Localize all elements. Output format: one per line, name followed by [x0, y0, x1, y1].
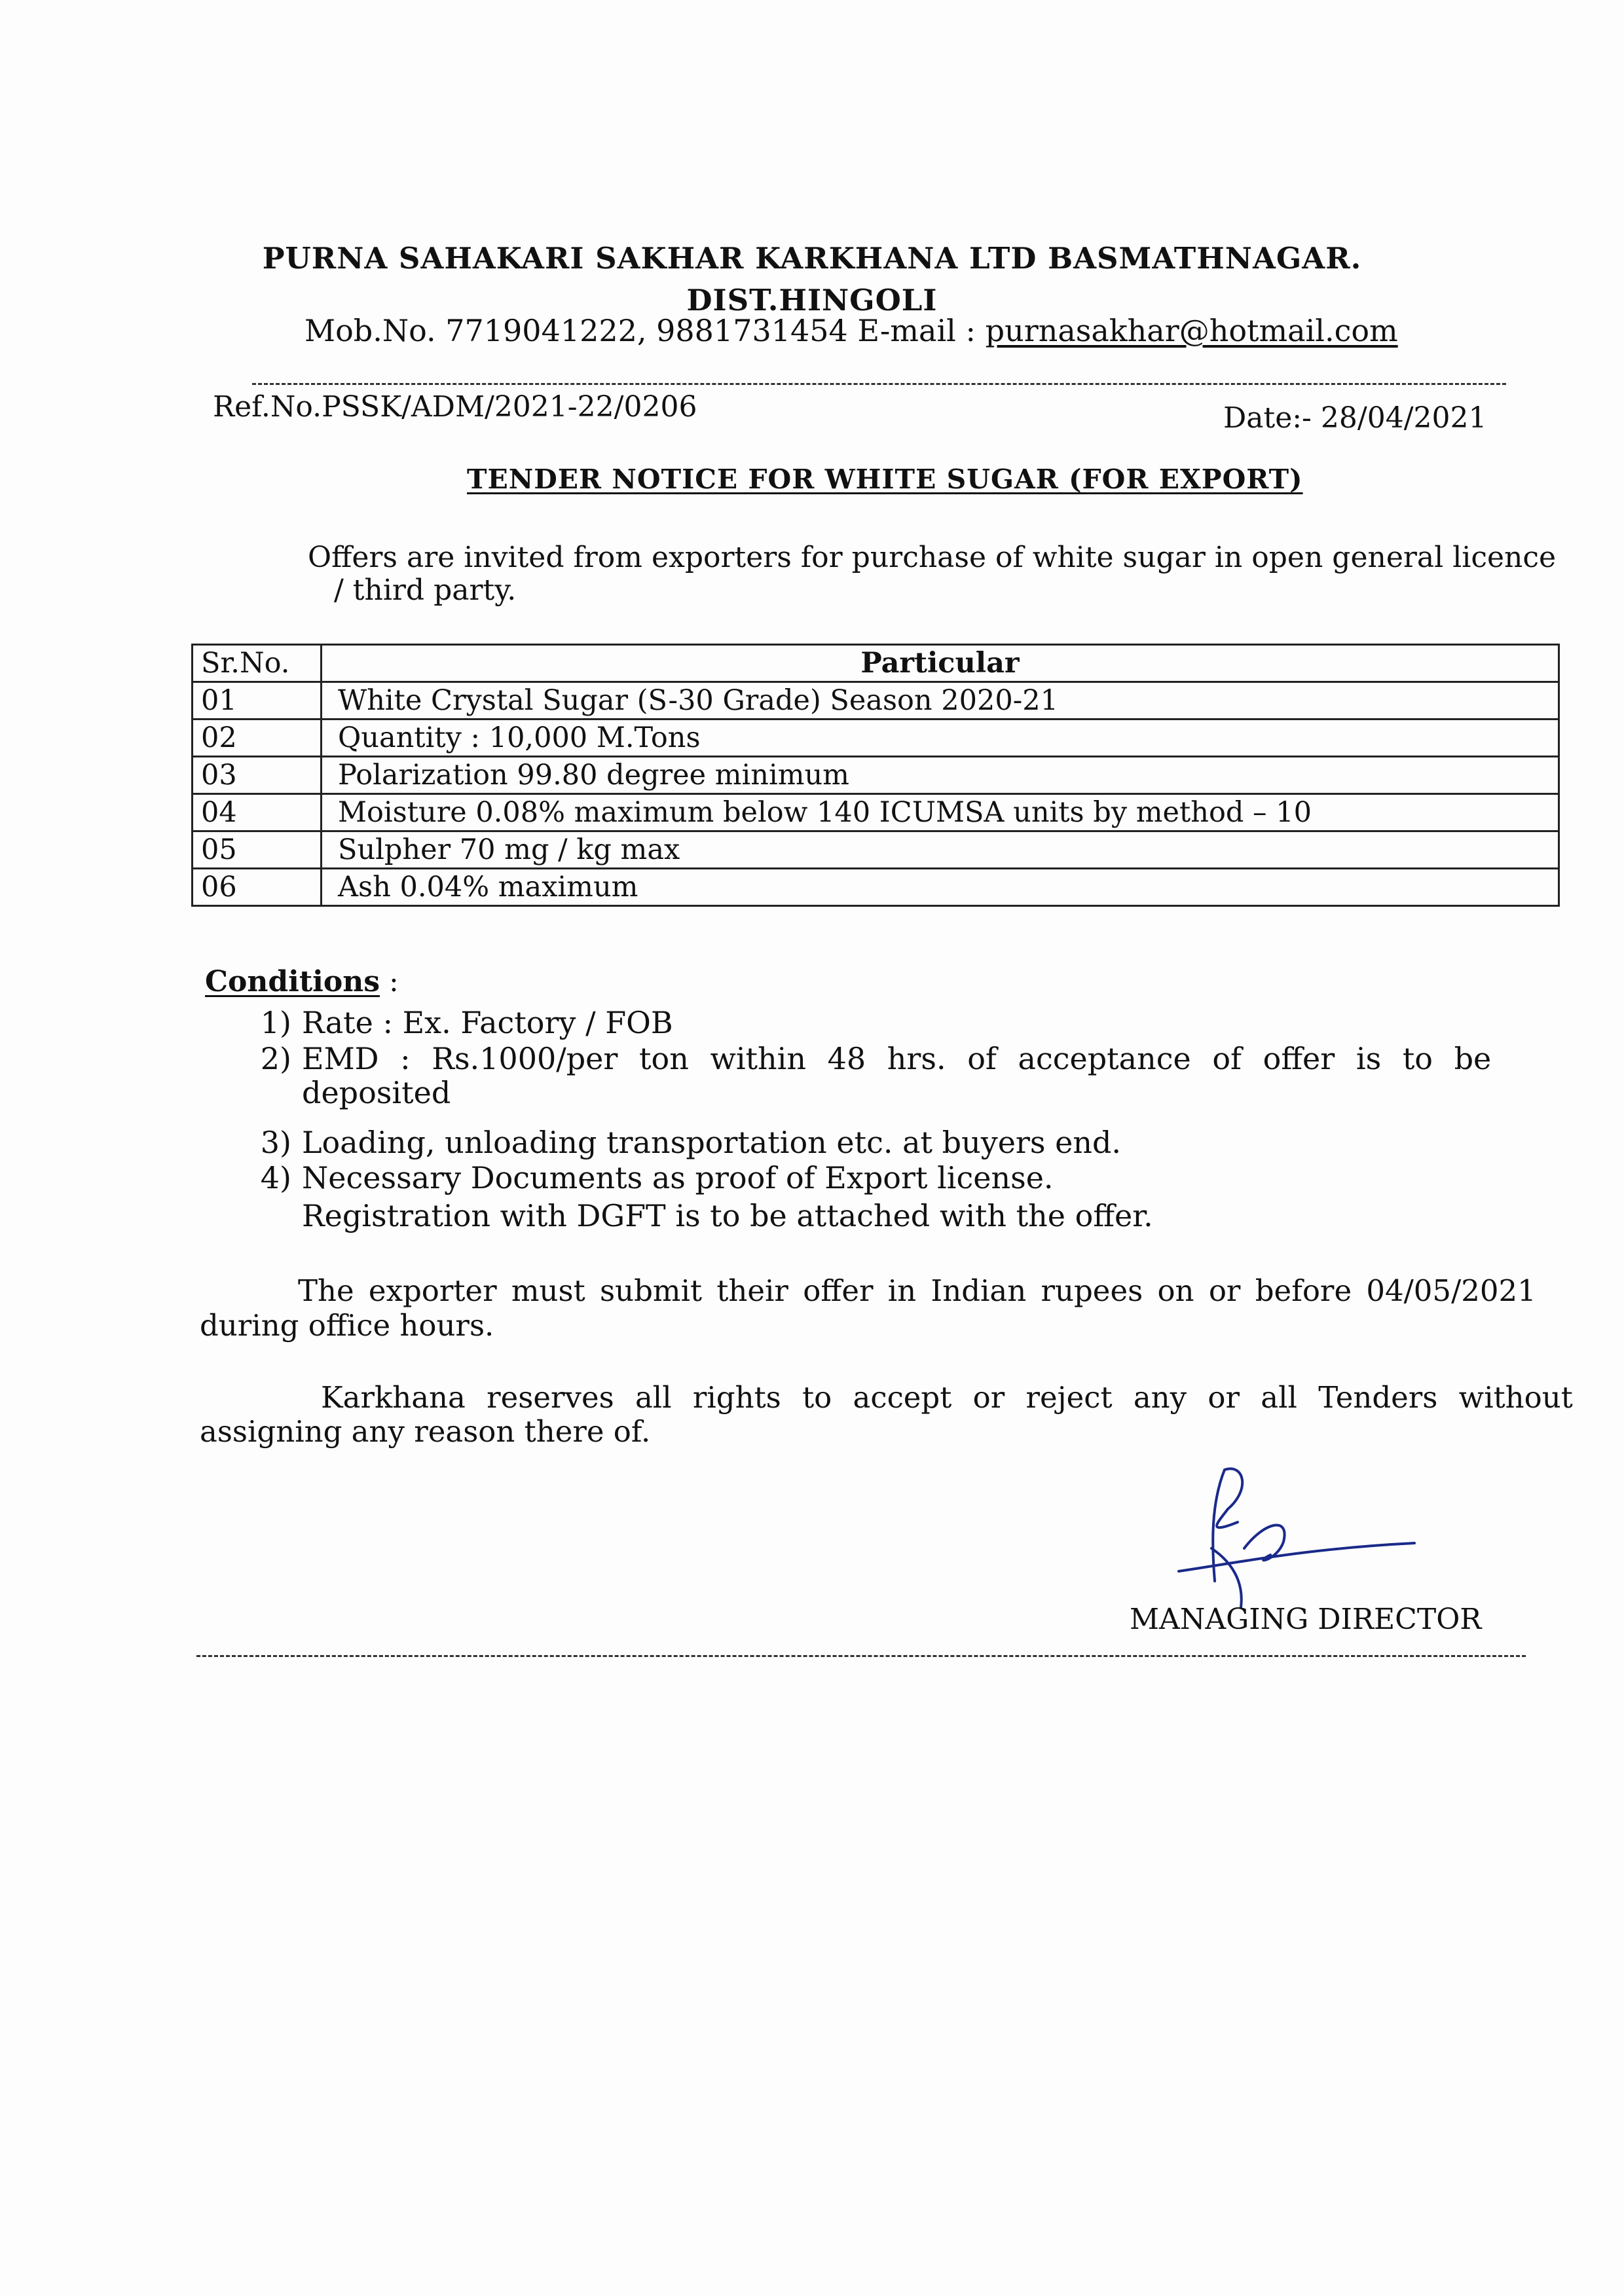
company-name: PURNA SAHAKARI SAKHAR KARKHANA LTD BASMATHNAGAR. [262, 241, 1362, 276]
table-row [193, 831, 1559, 869]
reference-number: Ref.No.PSSK/ADM/2021-22/0206 [213, 390, 697, 424]
condition-text: Rate : Ex. Factory / FOB [302, 1005, 673, 1040]
condition-continuation: deposited [302, 1075, 451, 1110]
conditions-colon: : [380, 965, 399, 998]
condition-item-1 [246, 1005, 673, 1040]
notice-title: TENDER NOTICE FOR WHITE SUGAR (FOR EXPORT) [467, 464, 1303, 495]
table-row [193, 720, 1559, 757]
condition-item-4 [246, 1160, 1054, 1195]
intro-line-2: / third party. [334, 574, 517, 607]
row-sr: 02 [193, 720, 322, 757]
header-divider [252, 383, 1506, 385]
row-sr: 06 [193, 869, 322, 906]
condition-number: 1) [260, 1005, 291, 1040]
signatory-title: MANAGING DIRECTOR [1130, 1603, 1482, 1636]
condition-item-4-continuation: Registration with DGFT is to be attached with the offer. [302, 1198, 1153, 1233]
contact-email[interactable]: purnasakhar@hotmail.com [985, 313, 1398, 348]
row-particular: White Crystal Sugar (S-30 Grade) Season 2020-21 [322, 682, 1559, 720]
row-sr: 01 [193, 682, 322, 720]
header-sr-no: Sr.No. [193, 645, 322, 682]
header-particular: Particular [322, 645, 1559, 682]
condition-item-3 [246, 1125, 1121, 1160]
specification-table [191, 644, 1560, 907]
conditions-label: Conditions [205, 965, 380, 998]
condition-text: Necessary Documents as proof of Export license. [302, 1160, 1054, 1195]
row-particular: Polarization 99.80 degree minimum [322, 757, 1559, 794]
condition-item-2 [246, 1041, 1545, 1110]
rights-line-2: assigning any reason there of. [200, 1414, 651, 1449]
row-sr: 03 [193, 757, 322, 794]
submission-line-2: during office hours. [200, 1308, 494, 1343]
table-row [193, 757, 1559, 794]
row-sr: 04 [193, 794, 322, 831]
notice-date: Date:- 28/04/2021 [1223, 401, 1487, 435]
conditions-heading [205, 965, 399, 998]
condition-text: EMD : Rs.1000/per ton within 48 hrs. of acceptance of offer is to be [302, 1041, 1492, 1076]
signature [1166, 1450, 1428, 1620]
table-row [193, 869, 1559, 906]
row-particular: Ash 0.04% maximum [322, 869, 1559, 906]
row-particular: Sulpher 70 mg / kg max [322, 831, 1559, 869]
contact-line [304, 313, 1398, 348]
contact-phones: Mob.No. 7719041222, 9881731454 E-mail : [304, 313, 986, 348]
condition-number: 2) [260, 1041, 291, 1076]
condition-number: 4) [260, 1160, 291, 1195]
footer-divider [196, 1655, 1526, 1657]
signature-scribble-icon [1166, 1450, 1428, 1620]
row-sr: 05 [193, 831, 322, 869]
row-particular: Moisture 0.08% maximum below 140 ICUMSA units by method – 10 [322, 794, 1559, 831]
row-particular: Quantity : 10,000 M.Tons [322, 720, 1559, 757]
rights-line-1: Karkhana reserves all rights to accept or reject any or all Tenders without [321, 1380, 1573, 1415]
table-row [193, 682, 1559, 720]
table-header-row [193, 645, 1559, 682]
company-district: DIST.HINGOLI [686, 283, 938, 318]
condition-number: 3) [260, 1125, 291, 1160]
condition-text: Loading, unloading transportation etc. at buyers end. [302, 1125, 1122, 1160]
table-row [193, 794, 1559, 831]
intro-line-1: Offers are invited from exporters for purchase of white sugar in open general licence [308, 541, 1557, 574]
submission-line-1: The exporter must submit their offer in Indian rupees on or before 04/05/2021 [298, 1273, 1536, 1308]
